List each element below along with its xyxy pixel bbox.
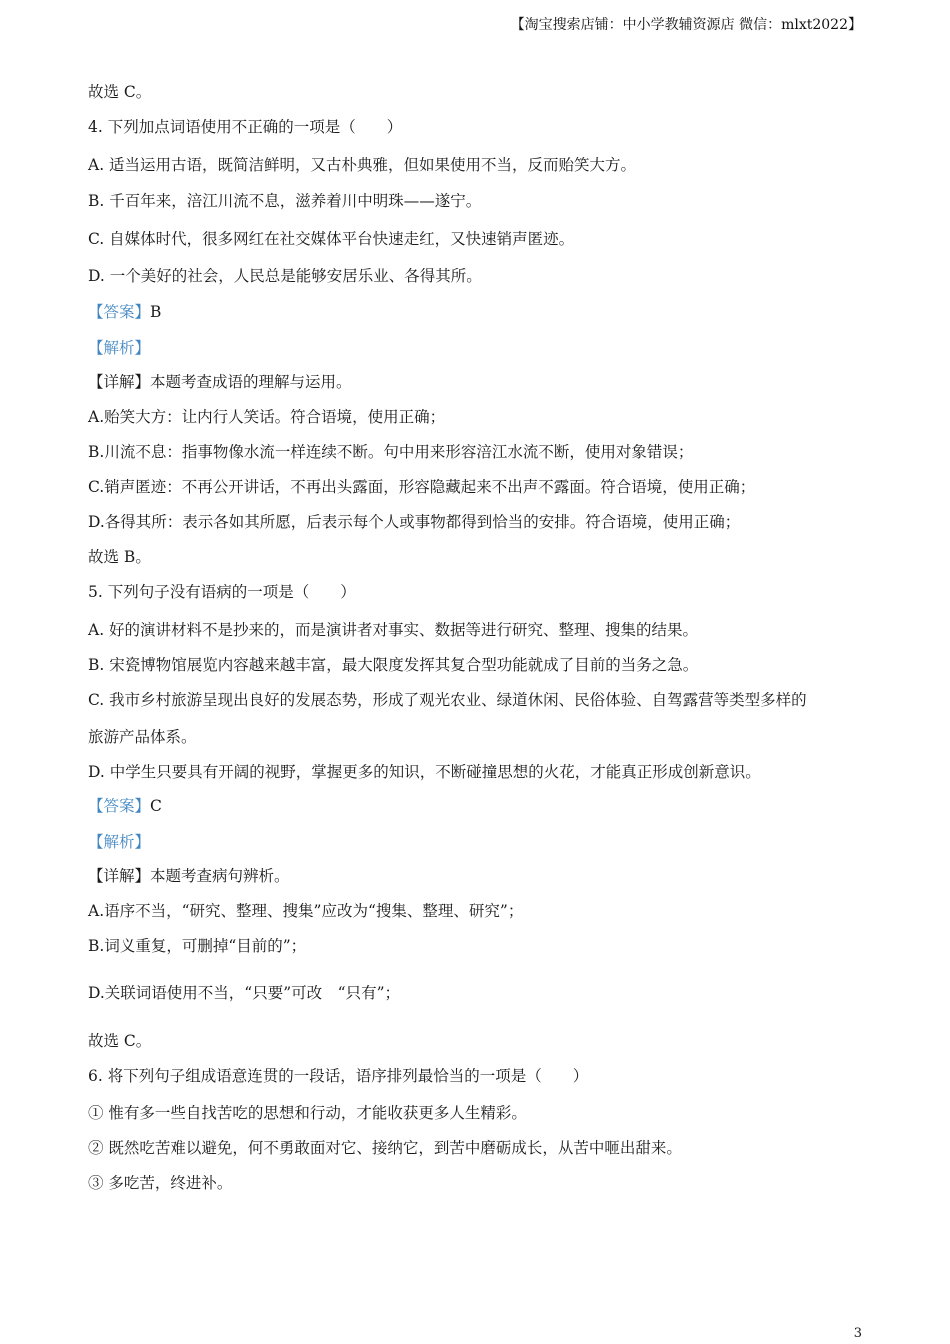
q5-option-c-cont: 旅游产品体系。 bbox=[88, 728, 197, 746]
q4-option-a: A. 适当运用古语，既简洁鲜明，又古朴典雅，但如果使用不当，反而贻笑大方。 bbox=[88, 156, 637, 174]
q6-sentence-3: ③ 多吃苦，终进补。 bbox=[88, 1174, 233, 1192]
q4-detail-c: C.销声匿迹：不再公开讲话，不再出头露面，形容隐藏起来不出声不露面。符合语境，使用正确； bbox=[88, 478, 756, 496]
q4-option-b: B. 千百年来，涪江川流不息，滋养着川中明珠——遂宁。 bbox=[88, 192, 482, 210]
q5-answer bbox=[88, 796, 162, 816]
q5-detail-b: B.词义重复，可删掉“目前的”； bbox=[88, 937, 307, 955]
q5-analysis-tag: 【解析】 bbox=[88, 833, 151, 851]
q5-detail-d: D.关联词语使用不当，“只要”可改 “只有”； bbox=[88, 984, 400, 1002]
q5-option-c: C. 我市乡村旅游呈现出良好的发展态势，形成了观光农业、绿道休闲、民俗体验、自驾露营等类型多样的 bbox=[88, 691, 807, 709]
q4-option-d: D. 一个美好的社会，人民总是能够安居乐业、各得其所。 bbox=[88, 267, 482, 285]
conclusion-q3: 故选 C。 bbox=[88, 83, 152, 101]
q4-detail-b: B.川流不息：指事物像水流一样连续不断。句中用来形容涪江水流不断，使用对象错误； bbox=[88, 443, 694, 461]
q5-option-d: D. 中学生只要具有开阔的视野，掌握更多的知识，不断碰撞思想的火花，才能真正形成创新意识。 bbox=[88, 763, 761, 781]
q4-analysis-tag: 【解析】 bbox=[88, 339, 151, 357]
page-number: 3 bbox=[853, 1326, 862, 1341]
q4-detail-d: D.各得其所：表示各如其所愿，后表示每个人或事物都得到恰当的安排。符合语境，使用正确； bbox=[88, 513, 741, 531]
q4-option-c: C. 自媒体时代，很多网红在社交媒体平台快速走红，又快速销声匿迹。 bbox=[88, 230, 575, 248]
question-6-stem: 6. 将下列句子组成语意连贯的一段话，语序排列最恰当的一项是（ ） bbox=[88, 1067, 589, 1085]
q5-option-b: B. 宋瓷博物馆展览内容越来越丰富，最大限度发挥其复合型功能就成了目前的当务之急。 bbox=[88, 656, 699, 674]
answer-tag: 【答案】 bbox=[88, 797, 151, 815]
page-header: 【淘宝搜索店铺：中小学教辅资源店 微信：mlxt2022】 bbox=[510, 17, 862, 33]
question-5-stem: 5. 下列句子没有语病的一项是（ ） bbox=[88, 583, 356, 601]
answer-value: C bbox=[150, 797, 162, 815]
q6-sentence-2: ② 既然吃苦难以避免，何不勇敢面对它、接纳它，到苦中磨砺成长，从苦中咂出甜来。 bbox=[88, 1139, 682, 1157]
q5-detail-intro: 【详解】本题考查病句辨析。 bbox=[88, 867, 290, 885]
q6-sentence-1: ① 惟有多一些自找苦吃的思想和行动，才能收获更多人生精彩。 bbox=[88, 1104, 527, 1122]
answer-tag: 【答案】 bbox=[88, 303, 151, 321]
conclusion-q5: 故选 C。 bbox=[88, 1032, 152, 1050]
question-4-stem: 4. 下列加点词语使用不正确的一项是（ ） bbox=[88, 118, 403, 136]
conclusion-q4: 故选 B。 bbox=[88, 548, 151, 566]
q5-detail-a: A.语序不当，“研究、整理、搜集”应改为“搜集、整理、研究”； bbox=[88, 902, 524, 920]
q4-detail-intro: 【详解】本题考查成语的理解与运用。 bbox=[88, 373, 352, 391]
q4-answer bbox=[88, 302, 161, 322]
answer-value: B bbox=[150, 303, 162, 321]
q5-option-a: A. 好的演讲材料不是抄来的，而是演讲者对事实、数据等进行研究、整理、搜集的结果。 bbox=[88, 621, 699, 639]
q4-detail-a: A.贻笑大方：让内行人笑话。符合语境，使用正确； bbox=[88, 408, 446, 426]
